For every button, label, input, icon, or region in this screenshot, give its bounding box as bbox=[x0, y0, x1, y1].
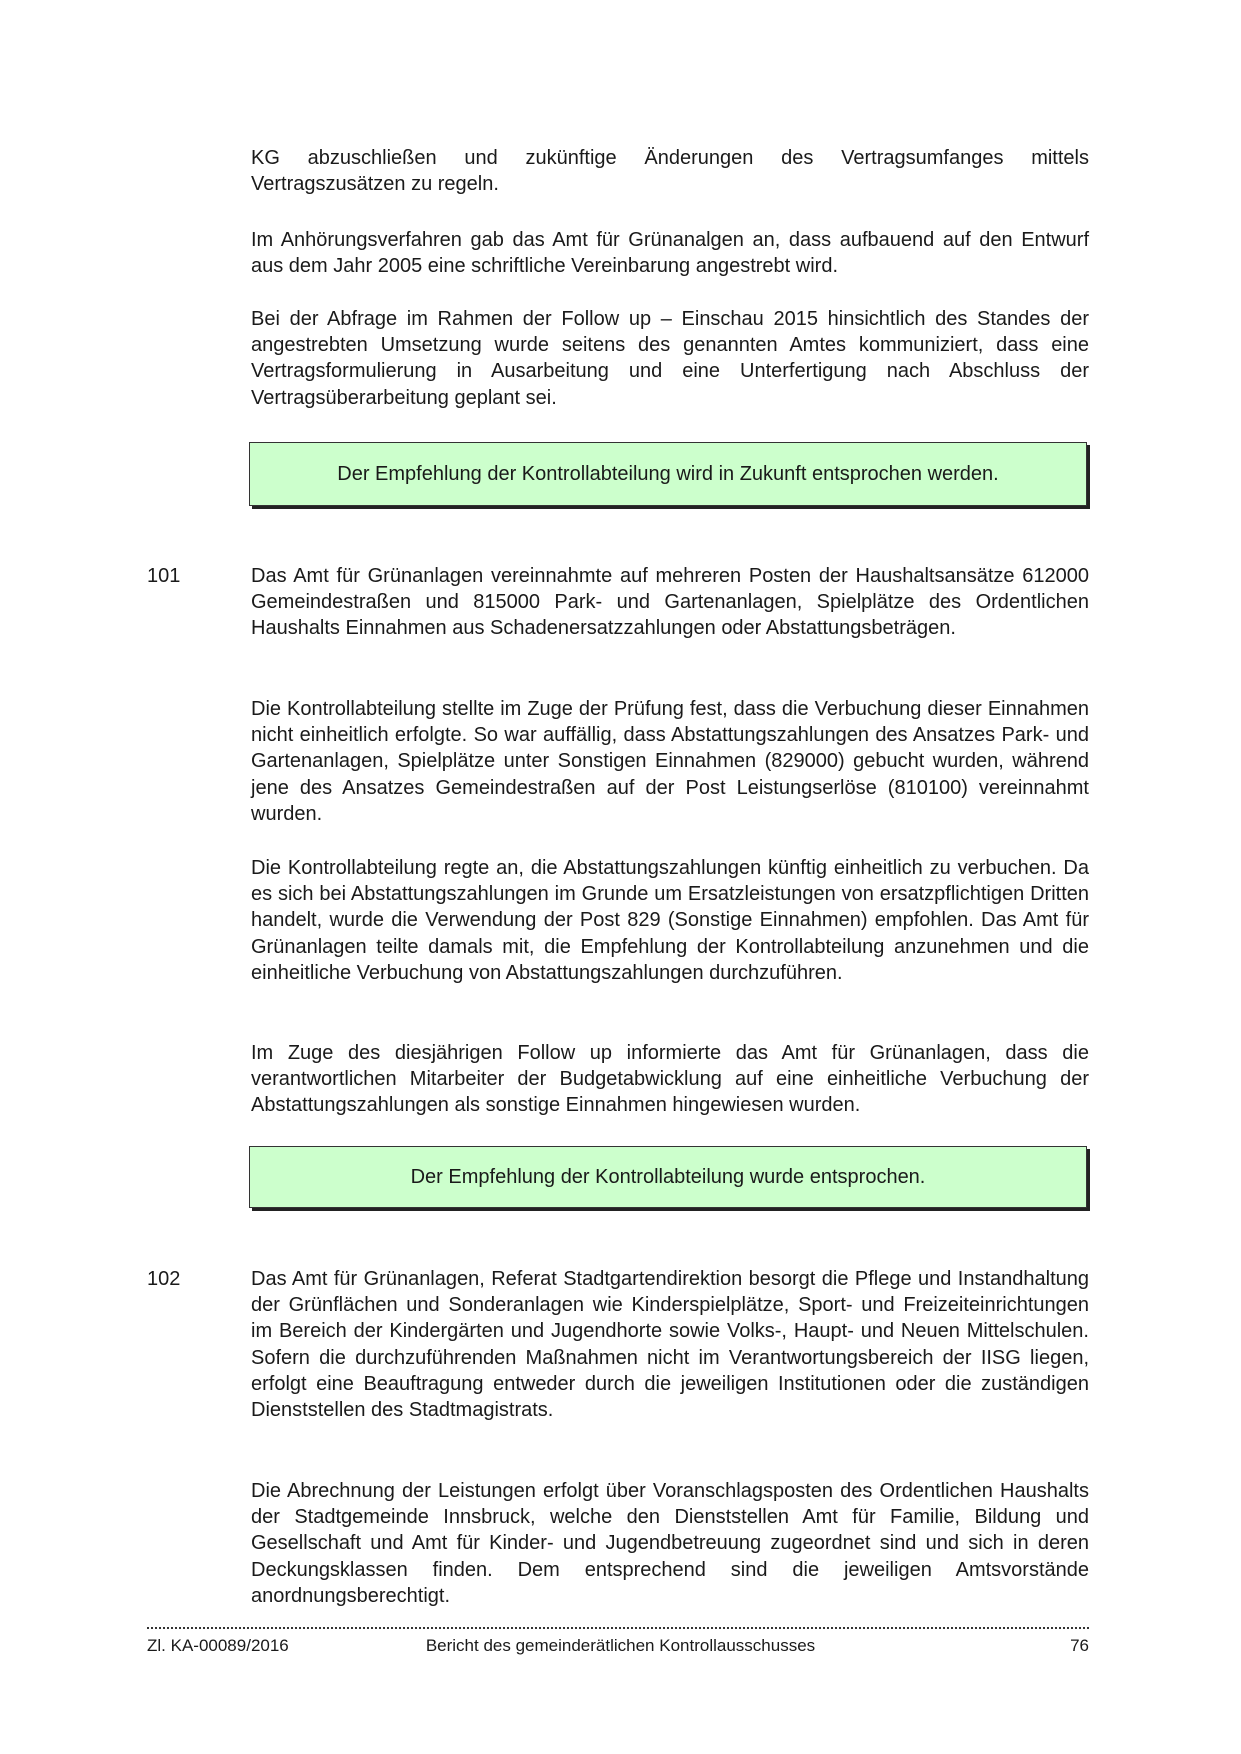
intro-paragraph-2: Im Anhörungsverfahren gab das Amt für Grünanalgen an, dass aufbauend auf den Entwurf aus dem Jahr 2005 eine schriftliche Vereinbarung angestrebt wird. bbox=[251, 229, 1089, 278]
footer-divider bbox=[147, 1627, 1089, 1629]
section-102-paragraph-2: Die Abrechnung der Leistungen erfolgt über Voranschlagsposten des Ordentlichen Haushalts der Stadtgemeinde Innsbruck, welche den Dienststellen Amt für Familie, Bildung und Gesellschaft und Amt für Kinder- und Jugendbetreuung zugeordnet sind und sich in deren Deckungsklassen finden. Dem entsprechend sind die jeweiligen Amtsvorstände anordnungsberechtigt. bbox=[251, 1480, 1089, 1607]
intro-paragraph-1: KG abzuschließen und zukünftige Änderungen des Vertragsumfanges mittels Vertragszusätzen zu regeln. bbox=[251, 147, 1089, 196]
section-101-paragraph-4: Im Zuge des diesjährigen Follow up informierte das Amt für Grünanlagen, dass die verantwortlichen Mitarbeiter der Budgetabwicklung auf eine einheitliche Verbuchung der Abstattungszahlungen als sonstige Einnahmen hingewiesen wurden. bbox=[251, 1042, 1089, 1117]
section-102-paragraph-1: Das Amt für Grünanlagen, Referat Stadtgartendirektion besorgt die Pflege und Instandhaltung der Grünflächen und Sonderanlagen wie Kinderspielplätze, Sport- und Freizeiteinrichtungen im Bereich der Kindergärten und Jugendhorte sowie Volks-, Haupt- und Neuen Mittelschulen. Sofern die durchzuführenden Maßnahmen nicht im Verantwortungsbereich der IISG liegen, erfolgt eine Beauftragung entweder durch die jeweiligen Institutionen oder die zuständigen Dienststellen des Stadtmagistrats. bbox=[251, 1268, 1089, 1422]
recommendation-box-101 bbox=[249, 1146, 1087, 1208]
section-101-paragraph-3: Die Kontrollabteilung regte an, die Abstattungszahlungen künftig einheitlich zu verbuchen. Da es sich bei Abstattungszahlungen im Grunde um Ersatzleistungen von ersatzpflichtigen Dritten handelt, wurde die Verwendung der Post 829 (Sonstige Einnahmen) empfohlen. Das Amt für Grünanlagen teilte damals mit, die Empfehlung der Kontrollabteilung anzunehmen und die einheitliche Verbuchung von Abstattungszahlungen durchzuführen. bbox=[251, 857, 1089, 984]
footer-reference: Zl. KA-00089/2016 bbox=[147, 1636, 289, 1655]
footer-title: Bericht des gemeinderätlichen Kontrollausschusses bbox=[425, 1636, 816, 1655]
section-101-paragraph-1: Das Amt für Grünanlagen vereinnahmte auf mehreren Posten der Haushaltsansätze 612000 Gemeindestraßen und 815000 Park- und Gartenanlagen, Spielplätze des Ordentlichen Haushalts Einnahmen aus Schadenersatzzahlungen oder Abstattungsbeträgen. bbox=[251, 565, 1089, 640]
section-101-paragraph-2: Die Kontrollabteilung stellte im Zuge der Prüfung fest, dass die Verbuchung dieser Einnahmen nicht einheitlich erfolgte. So war auffällig, dass Abstattungszahlungen des Ansatzes Park- und Gartenanlagen, Spielplätze unter Sonstigen Einnahmen (829000) gebucht wurden, während jene des Ansatzes Gemeindestraßen auf der Post Leistungserlöse (810100) vereinnahmt wurden. bbox=[251, 698, 1089, 825]
recommendation-box-intro bbox=[249, 442, 1087, 506]
page-number: 76 bbox=[1070, 1636, 1089, 1655]
intro-paragraph-3: Bei der Abfrage im Rahmen der Follow up – Einschau 2015 hinsichtlich des Standes der angestrebten Umsetzung wurde seitens des genannten Amtes kommuniziert, dass eine Vertragsformulierung in Ausarbeitung und eine Unterfertigung nach Abschluss der Vertragsüberarbeitung geplant sei. bbox=[251, 308, 1089, 409]
recommendation-text: Der Empfehlung der Kontrollabteilung wird in Zukunft entsprochen werden. bbox=[337, 462, 999, 485]
recommendation-text: Der Empfehlung der Kontrollabteilung wurde entsprochen. bbox=[410, 1165, 926, 1188]
section-number-101: 101 bbox=[147, 565, 181, 587]
section-number-102: 102 bbox=[147, 1268, 181, 1290]
